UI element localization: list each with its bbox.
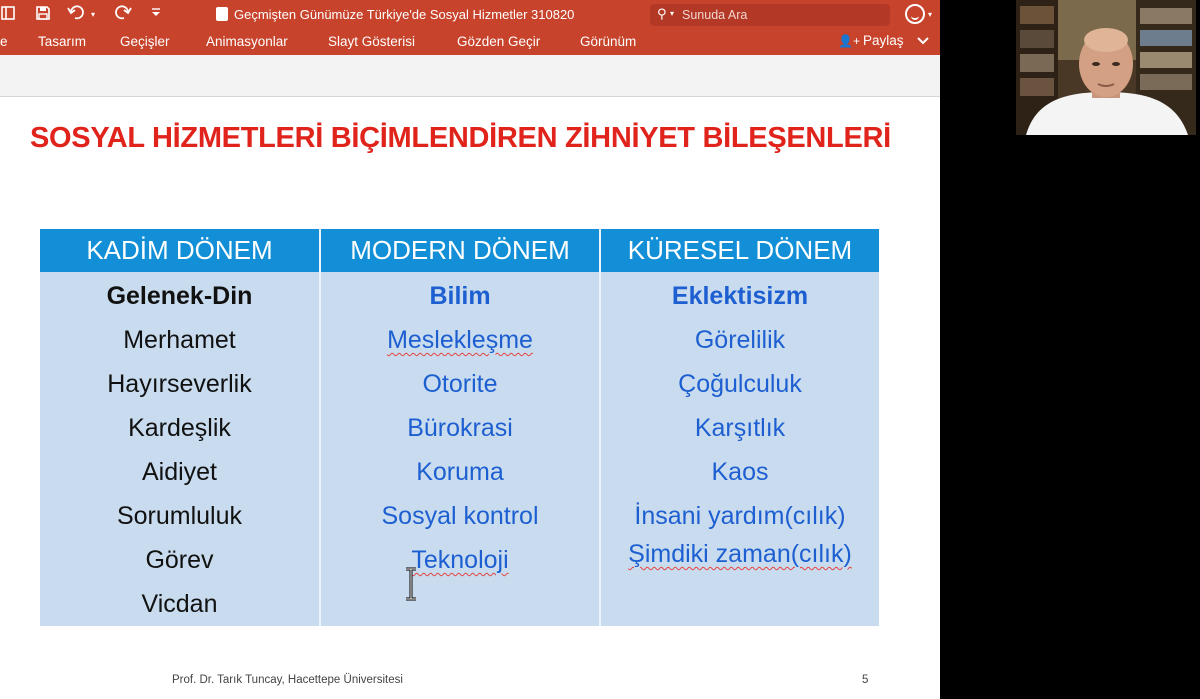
document-title (216, 6, 574, 24)
table-cell: Bilim (429, 282, 491, 310)
tab-transitions[interactable]: Geçişler (120, 34, 170, 49)
table-cell-text: Şimdiki zaman(cılık) (628, 540, 852, 568)
ribbon-body (0, 55, 940, 97)
text-cursor-icon (403, 567, 419, 601)
table-cell: Otorite (422, 370, 498, 398)
document-title-text: Geçmişten Günümüze Türkiye'de Sosyal Hizmetler 310820 (234, 7, 575, 22)
title-bar (0, 0, 940, 30)
table-cell: Eklektisizm (671, 282, 809, 310)
tab-design[interactable]: Tasarım (38, 34, 87, 49)
table-cell: Gelenek-Din (106, 282, 253, 310)
table-cell: Çoğulculuk (678, 370, 802, 398)
panel-icon[interactable] (0, 5, 16, 25)
undo-dropdown-icon[interactable]: ▾ (90, 10, 95, 19)
tab-view[interactable]: Görünüm (580, 34, 637, 49)
tab-partial[interactable]: e (0, 34, 8, 49)
undo-icon[interactable] (66, 5, 86, 25)
column-kuresel (601, 229, 879, 626)
table-cell: Hayırseverlik (107, 370, 252, 398)
tab-animations[interactable]: Animasyonlar (206, 34, 288, 49)
table-cell: Kaos (711, 458, 769, 486)
table-cell (601, 539, 879, 569)
share-button[interactable] (838, 33, 903, 48)
table-cell: Görelilik (694, 326, 786, 354)
table-cell (321, 545, 599, 575)
table-cell: Sorumluluk (116, 502, 243, 530)
feedback-smiley-icon[interactable] (905, 4, 925, 24)
table-cell: Sosyal kontrol (381, 502, 539, 530)
table-cell (321, 325, 599, 355)
add-person-icon: 👤+ (838, 34, 860, 48)
customize-icon[interactable] (148, 5, 164, 25)
comparison-table (40, 229, 879, 626)
table-cell: Bürokrasi (407, 414, 513, 442)
feedback-dropdown-icon[interactable]: ▾ (928, 10, 933, 19)
slide-title: SOSYAL HİZMETLERİ BİÇİMLENDİREN ZİHNİYET BİLEŞENLERİ (30, 122, 891, 154)
table-cell-text: Meslekleşme (387, 326, 533, 354)
table-cell: Görev (145, 546, 214, 574)
ribbon-tabs (0, 30, 940, 55)
webcam-video-feed (1016, 0, 1196, 135)
slide-number: 5 (862, 674, 869, 686)
table-cell: Kardeşlik (128, 414, 231, 442)
ribbon-collapse-chevron-icon[interactable] (916, 34, 930, 48)
table-cell: Koruma (416, 458, 504, 486)
table-cell: Aidiyet (141, 458, 218, 486)
table-cell: Vicdan (141, 590, 218, 618)
presenter-video-image (1016, 0, 1196, 135)
search-box[interactable] (650, 4, 890, 26)
table-cell: İnsani yardım(cılık) (634, 502, 846, 530)
table-cell: Karşıtlık (694, 414, 786, 442)
save-icon[interactable] (33, 5, 53, 25)
table-cell: Merhamet (123, 326, 236, 354)
tab-slideshow[interactable]: Slayt Gösterisi (328, 34, 416, 49)
document-icon (216, 7, 228, 21)
column-kadim (40, 229, 319, 626)
column-header: KÜRESEL DÖNEM (601, 229, 879, 272)
column-modern (321, 229, 599, 626)
redo-icon[interactable] (113, 5, 133, 25)
search-icon: ⚲ (657, 6, 667, 21)
share-label: Paylaş (862, 33, 904, 48)
slide-footer: Prof. Dr. Tarık Tuncay, Hacettepe Üniversitesi (172, 674, 403, 686)
tab-review[interactable]: Gözden Geçir (457, 34, 541, 49)
slide-canvas[interactable] (0, 98, 940, 699)
table-cell-text: Teknoloji (411, 546, 509, 574)
column-header: MODERN DÖNEM (321, 229, 599, 272)
search-dropdown-icon[interactable]: ▾ (670, 9, 675, 18)
column-header: KADİM DÖNEM (40, 229, 319, 272)
search-input[interactable] (682, 6, 882, 24)
